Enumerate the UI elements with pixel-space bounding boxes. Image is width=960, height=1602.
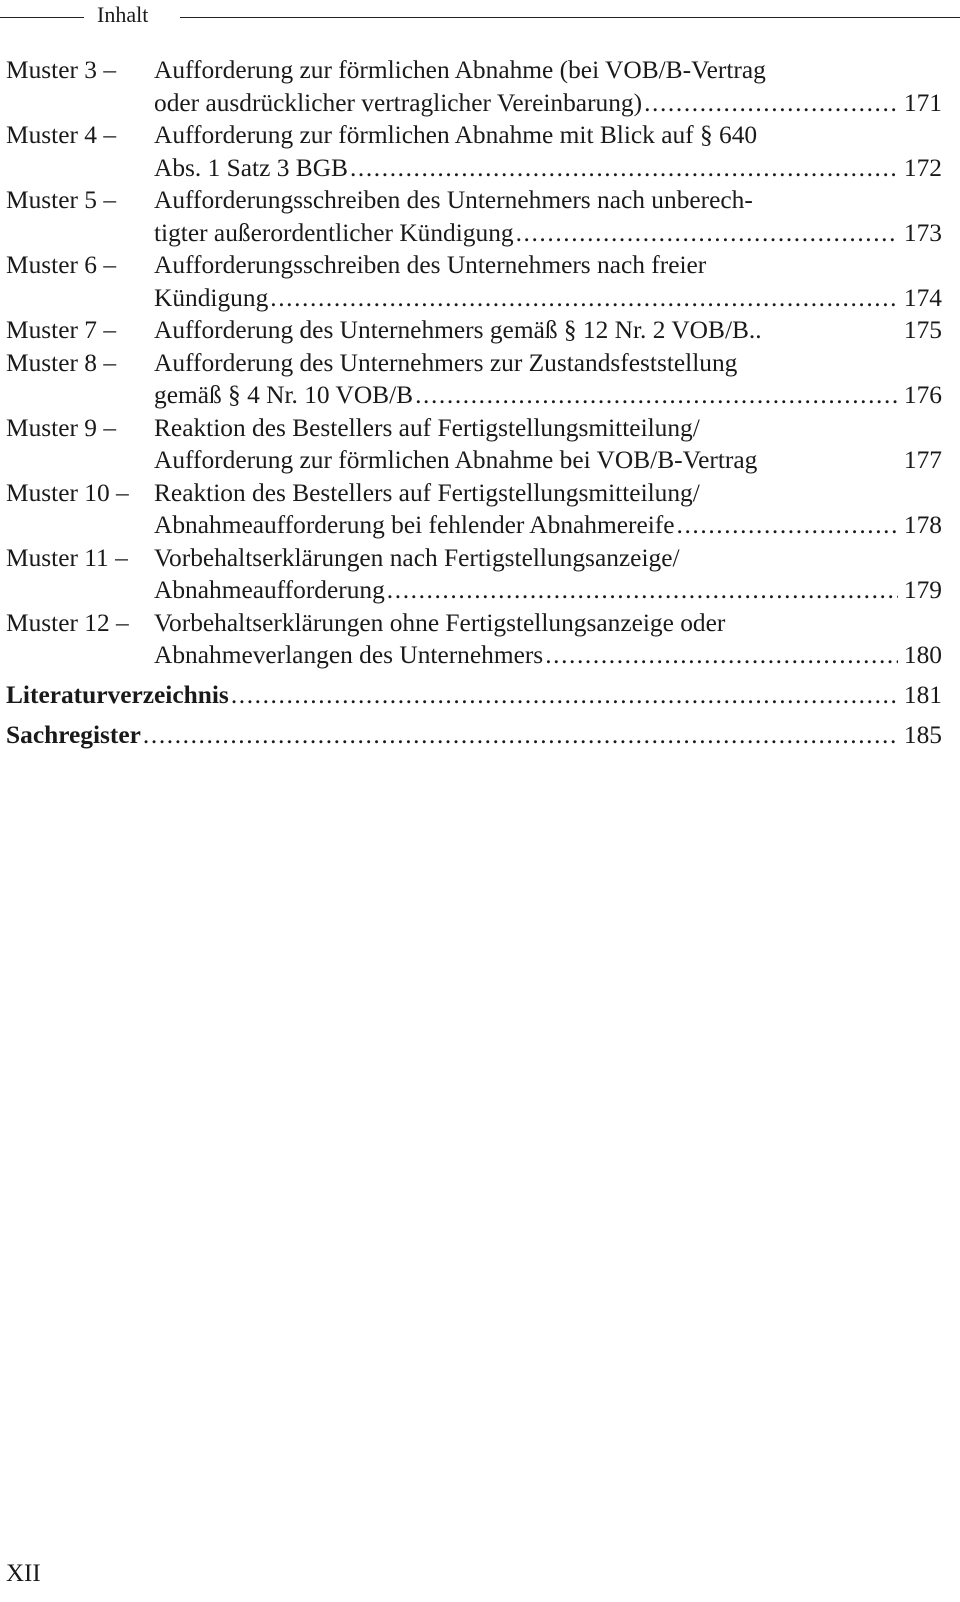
toc-entry-label: Muster 5 – [6, 186, 117, 214]
toc-major-title: Literaturverzeichnis [6, 680, 229, 709]
header-rule-right [180, 17, 960, 18]
toc-entry-label: Muster 9 – [6, 413, 117, 442]
toc-entry-title-line: Aufforderung des Unternehmers zur Zustandsfeststellung [154, 348, 738, 377]
toc-entry-title-line: Kündigung [154, 283, 269, 312]
toc-entry-title-line: Aufforderungsschreiben des Unternehmers nach unberech- [154, 186, 753, 214]
toc-entry-sachregister[interactable] [6, 719, 942, 752]
toc-entry-muster-12[interactable] [6, 607, 942, 672]
toc-entry-muster-5[interactable] [6, 184, 942, 249]
leader-dots [143, 719, 898, 752]
toc-entry-label: Muster 8 – [6, 348, 117, 377]
toc-entry-muster-11[interactable] [6, 542, 942, 607]
toc-entry-title-line: Aufforderung des Unternehmers gemäß § 12 Nr. 2 VOB/B.. [154, 316, 762, 344]
leader-dots [677, 509, 898, 542]
toc-page-number: 181 [903, 680, 942, 709]
toc-entry-title-line: Reaktion des Bestellers auf Fertigstellungsmitteilung/ [154, 413, 700, 442]
toc-entry-title-line: Abnahmeverlangen des Unternehmers [154, 641, 544, 669]
toc-entry-title-line: Aufforderungsschreiben des Unternehmers nach freier [154, 251, 707, 279]
toc-page-number: 176 [903, 381, 942, 409]
toc-entry-label: Muster 3 – [6, 56, 117, 84]
toc-entry-muster-4[interactable] [6, 119, 942, 184]
toc-entry-title-line: Abnahmeaufforderung [154, 576, 385, 604]
running-header-title: Inhalt [97, 2, 149, 27]
header-rule-left [0, 17, 84, 18]
toc-entry-title-line: Vorbehaltserklärungen ohne Fertigstellungsanzeige oder [154, 608, 726, 637]
toc-page-number: 178 [903, 511, 942, 539]
toc-entry-muster-8[interactable] [6, 347, 942, 412]
toc-entry-muster-6[interactable] [6, 249, 942, 314]
toc-major-title: Sachregister [6, 721, 141, 749]
toc-entry-muster-10[interactable] [6, 477, 942, 542]
leader-dots [231, 679, 898, 712]
toc-entry-title-line: Abnahmeaufforderung bei fehlender Abnahmereife [154, 511, 675, 539]
toc-entry-title-line: gemäß § 4 Nr. 10 VOB/B [154, 381, 414, 409]
leader-dots [415, 379, 898, 412]
leader-dots [387, 574, 898, 607]
toc-entry-label: Muster 4 – [6, 121, 117, 149]
toc-entry-title-line: oder ausdrücklicher vertraglicher Vereinbarung) [154, 88, 643, 117]
toc-page-number: 180 [903, 641, 942, 669]
toc-page-number: 175 [903, 316, 942, 344]
leader-dots [644, 87, 898, 120]
toc-entry-label: Muster 11 – [6, 543, 128, 572]
running-header [0, 0, 960, 36]
page-number-footer: XII [6, 1560, 41, 1587]
toc-page-number: 179 [903, 576, 942, 604]
toc-page-number: 173 [903, 218, 942, 247]
leader-dots [516, 217, 898, 250]
toc-page-number: 172 [903, 153, 942, 182]
toc-page-number: 171 [903, 88, 942, 117]
toc-entry-title-line: Aufforderung zur förmlichen Abnahme mit Blick auf § 640 [154, 121, 758, 149]
toc-entry-literaturverzeichnis[interactable] [6, 679, 942, 712]
leader-dots [270, 282, 898, 315]
table-of-contents [6, 54, 942, 752]
toc-entry-muster-9[interactable] [6, 412, 942, 477]
toc-entry-label: Muster 6 – [6, 251, 117, 279]
toc-entry-title-line: Aufforderung zur förmlichen Abnahme (bei VOB/B-Vertrag [154, 56, 766, 84]
leader-dots [350, 152, 898, 185]
toc-entry-muster-3[interactable] [6, 54, 942, 119]
leader-dots [545, 639, 898, 672]
toc-entry-title-line: Vorbehaltserklärungen nach Fertigstellungsanzeige/ [154, 543, 680, 572]
toc-entry-label: Muster 7 – [6, 316, 117, 344]
toc-entry-muster-7[interactable] [6, 314, 942, 347]
toc-entry-title-line: Aufforderung zur förmlichen Abnahme bei VOB/B-Vertrag [154, 446, 758, 474]
toc-entry-title-line: tigter außerordentlicher Kündigung [154, 218, 514, 247]
toc-entry-title-line: Reaktion des Bestellers auf Fertigstellungsmitteilung/ [154, 478, 700, 507]
toc-entry-label: Muster 12 – [6, 608, 129, 637]
toc-page-number: 174 [903, 283, 942, 312]
toc-entry-title-line: Abs. 1 Satz 3 BGB [154, 153, 348, 182]
toc-entry-label: Muster 10 – [6, 478, 129, 507]
toc-page-number: 185 [903, 721, 942, 749]
toc-page-number: 177 [903, 446, 942, 474]
